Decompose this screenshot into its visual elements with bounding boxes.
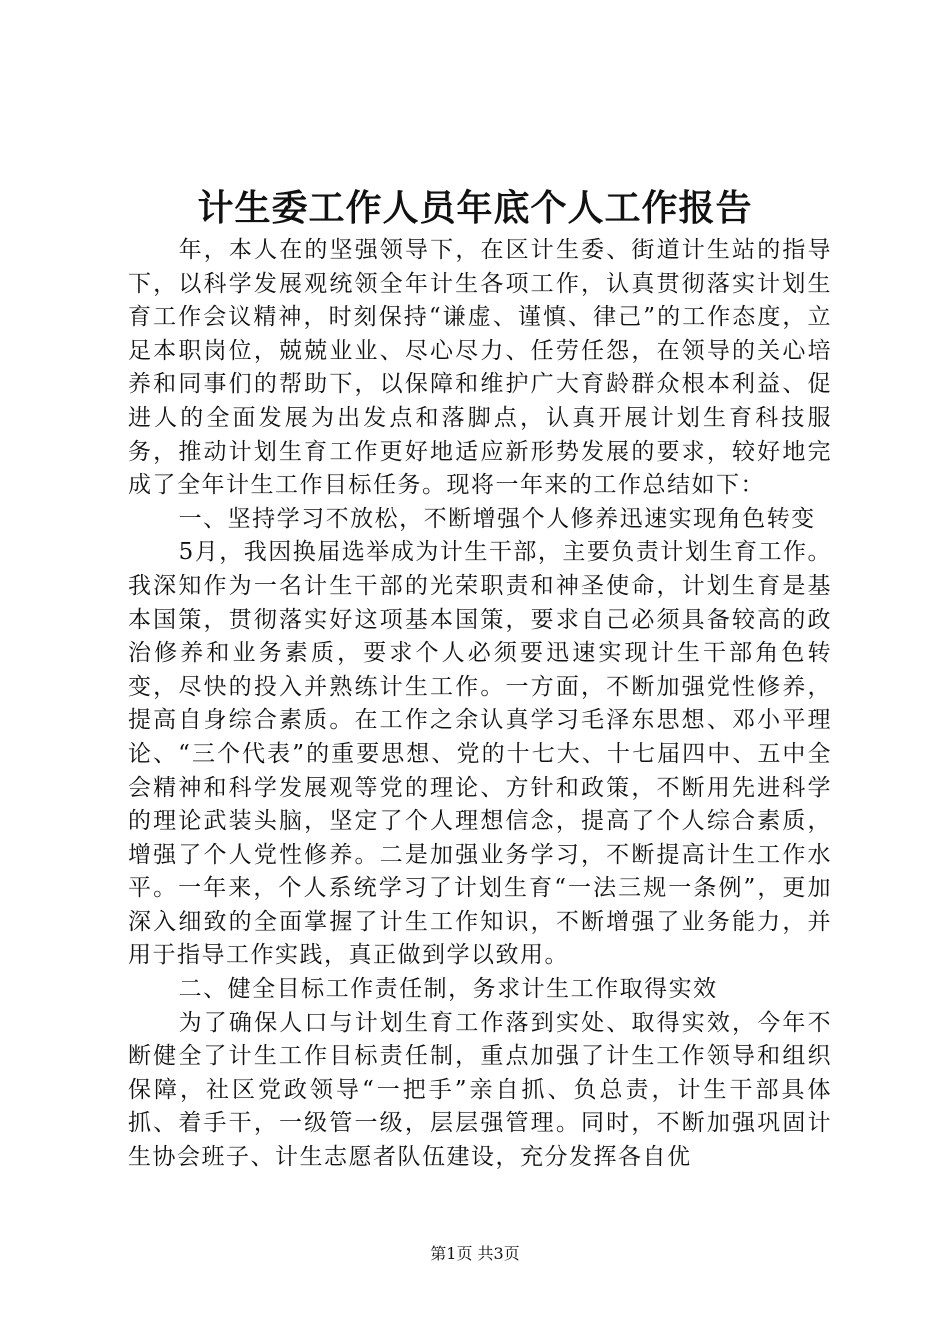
paragraph-section-2: 为了确保人口与计划生育工作落到实处、取得实效，今年不断健全了计生工作目标责任制，重点加强了计生工作领导和组织保障，社区党政领导“一把手”亲自抓、负总责，计生干部具体抓、着手干，一级管一级，层层强管理。同时，不断加强巩固计生协会班子、计生志愿者队伍建设，充分发挥各自优 (128, 1009, 832, 1171)
section-heading-1: 一、坚持学习不放松，不断增强个人修养迅速实现角色转变 (178, 505, 816, 532)
paragraph-intro: 年，本人在的坚强领导下，在区计生委、街道计生站的指导下，以科学发展观统领全年计生各项工作，认真贯彻落实计划生育工作会议精神，时刻保持“谦虚、谨慎、律己”的工作态度，立足本职岗位，兢兢业业、尽心尽力、任劳任怨，在领导的关心培养和同事们的帮助下，以保障和维护广大育龄群众根本利益、促进人的全面发展为出发点和落脚点，认真开展计划生育科技服务，推动计划生育工作更好地适应新形势发展的要求，较好地完成了全年计生工作目标任务。现将一年来的工作总结如下： (128, 237, 832, 499)
page-title: 计生委工作人员年底个人工作报告 (197, 187, 753, 229)
document-body (128, 234, 832, 1175)
page-footer: 第1页 共3页 (430, 1244, 520, 1263)
paragraph-section-1: 5月，我因换届选举成为计生干部，主要负责计划生育工作。我深知作为一名计生干部的光荣职责和神圣使命，计划生育是基本国策，贯彻落实好这项基本国策，要求自己必须具备较高的政治修养和业务素质，要求个人必须要迅速实现计生干部角色转变，尽快的投入并熟练计生工作。一方面，不断加强党性修养，提高自身综合素质。在工作之余认真学习毛泽东思想、邓小平理论、“三个代表”的重要思想、党的十七大、十七届四中、五中全会精神和科学发展观等党的理论、方针和政策，不断用先进科学的理论武装头脑，坚定了个人理想信念，提高了个人综合素质，增强了个人党性修养。二是加强业务学习，不断提高计生工作水平。一年来，个人系统学习了计划生育“一法三规一条例”，更加深入细致的全面掌握了计生工作知识，不断增强了业务能力，并用于指导工作实践，真正做到学以致用。 (128, 539, 832, 969)
section-heading-2: 二、健全目标工作责任制，务求计生工作取得实效 (178, 976, 718, 1003)
